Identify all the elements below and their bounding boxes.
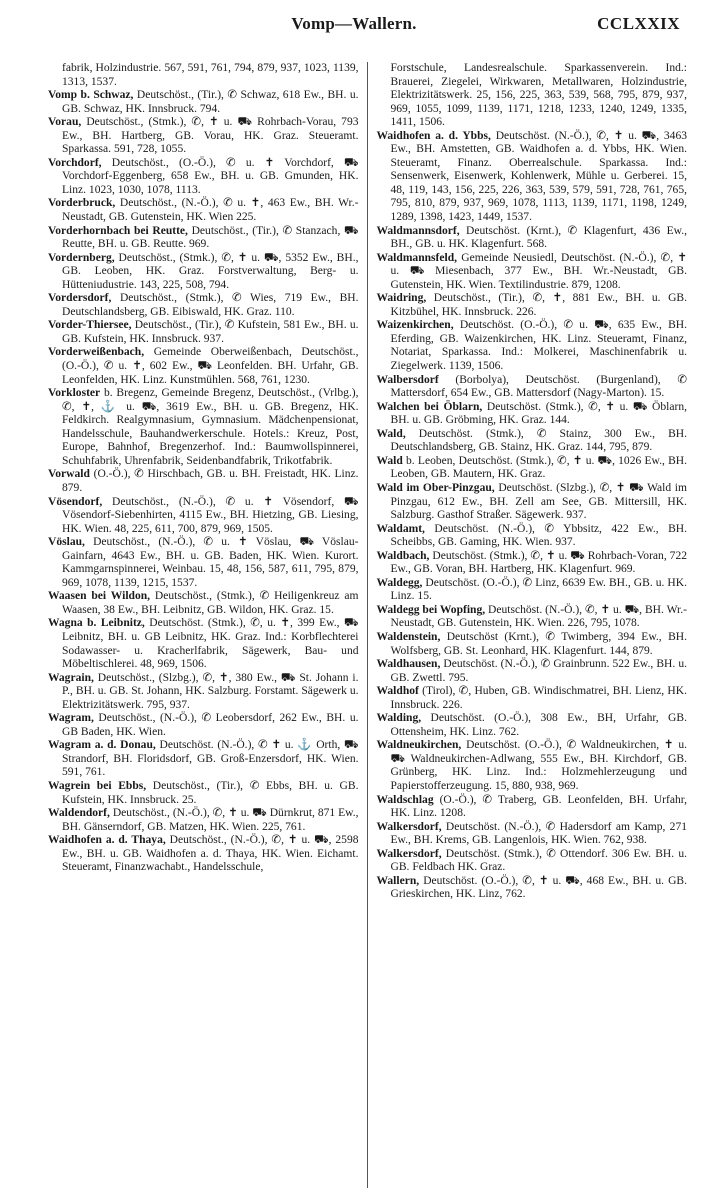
gazetteer-entry xyxy=(48,387,359,468)
entry-text: (O.-Ö.), ✆ Hirschbach, GB. u. BH. Freistadt, HK. Linz. 879. xyxy=(62,468,359,494)
entry-placename: Wagrain, xyxy=(48,671,94,684)
entry-placename: Vösendorf, xyxy=(48,495,103,508)
entry-text: Deutschöst., (Stmk.), ✆, ✝ u. ⛟ Rohrbach-Vorau, 793 Ew., BH. Hartberg, GB. Vorau, HK. Graz. Steueramt. Sparkassa. 591, 728, 1055. xyxy=(62,116,359,156)
gazetteer-entry xyxy=(377,401,688,428)
entry-text: (O.-Ö.), ✆ Traberg, GB. Leonfelden, BH. Urfahr, HK. Linz. 1208. xyxy=(390,793,687,820)
gazetteer-entry xyxy=(48,292,359,319)
left-column xyxy=(48,62,368,1188)
entry-text: Deutschöst., (Tir.), ✆ Kufstein, 581 Ew., BH. u. GB. Kufstein, HK. Innsbruck. 937. xyxy=(62,319,359,345)
entry-placename: Waasen bei Wildon, xyxy=(48,590,151,603)
entry-placename: Wagram a. d. Donau, xyxy=(48,739,156,752)
entry-text: Deutschöst. (N.-Ö.), ✆ Grainbrunn. 522 Ew., BH. u. GB. Zwettl. 795. xyxy=(390,658,687,684)
gazetteer-entry xyxy=(48,739,359,780)
entry-text: Deutschöst., (N.-Ö.), ✆ Leobersdorf, 262 Ew., BH. u. GB Baden, HK. Wien. xyxy=(62,712,359,738)
entry-text: Deutschöst. (N.-Ö.), ✆, ✝ u. ⛟, BH. Wr.-Neustadt, GB. Gutenstein, HK. Wien. 226, 795, 1078. xyxy=(390,603,687,630)
entry-text: Deutschöst., (Slzbg.), ✆, ✝, 380 Ew., ⛟ St. Johann i. P., BH. u. GB. St. Johann, HK. Salzburg. Forstamt. Sägewerk u. Elektrizitätswerk. 795, 937. xyxy=(62,671,359,711)
entry-text: Deutschöst., (N.-Ö.), ✆ u. ✝, 463 Ew., BH. Wr.-Neustadt, GB. Gutenstein, HK. Wien 225. xyxy=(62,197,359,224)
entry-text: fabrik, Holzindustrie. 567, 591, 761, 794, 879, 937, 1023, 1139, 1313, 1537. xyxy=(62,62,359,88)
gazetteer-entry xyxy=(377,685,688,712)
entry-placename: Waldamt, xyxy=(376,522,425,535)
entry-text: Deutschöst. (N.-Ö.), ✆, ✝ u. ⛟, 3463 Ew., BH. Amstetten, GB. Waidhofen a. d. Ybbs, HK. Wien. Steueramt, Finanz. Oberrealschule. Sparkassa. Ind.: Sensenwerk, Eisenwerk, Kohlenwerk, Mühle u. Gerberei. 15, 48, 119, 143, 156, 225, 226, 363, 539, 579, 591, 728, 761, 765, 795, 810, 879, 937, 969, 1078, 1113, 1139, 1171, 1198, 1249, 1289, 1398, 1423, 1449, 1537. xyxy=(390,129,687,224)
entry-placename: Walkersdorf, xyxy=(376,820,442,833)
entry-placename: Waldhausen, xyxy=(376,658,441,671)
gazetteer-entry xyxy=(377,319,688,373)
gazetteer-entry xyxy=(48,116,359,157)
entry-placename: Wagram, xyxy=(48,712,94,725)
gazetteer-entry xyxy=(48,346,359,387)
entry-placename: Vorkloster xyxy=(48,387,101,400)
gazetteer-entry xyxy=(377,374,688,401)
entry-text: (Borbolya), Deutschöst. (Burgenland), ✆ Mattersdorf, 654 Ew., GB. Mattersdorf (Nagy-Marton). 15. xyxy=(390,373,687,400)
entry-placename: Vordernberg, xyxy=(48,251,115,264)
entry-placename: Wallern, xyxy=(376,874,420,887)
entry-placename: Waldegg, xyxy=(376,576,423,589)
entry-text: Forstschule, Landesrealschule. Sparkassenverein. Ind.: Brauerei, Ziegelei, Wirkwaren, Metallwaren, Holzindustrie, Elektrizitätswerk. 25, 156, 225, 363, 539, 568, 795, 879, 937, 969, 1055, 1099, 1139, 1171, 1218, 1233, 1240, 1249, 1335, 1411, 1506. xyxy=(390,62,687,129)
entry-placename: Waldenstein, xyxy=(376,630,441,643)
entry-text: Deutschöst. (N.-Ö.), ✆ Hadersdorf am Kamp, 271 Ew., BH. Krems, GB. Langenlois, HK. Wien. 762, 938. xyxy=(390,820,687,847)
entry-text: Deutschöst., (N.-Ö.), ✆ u. ✝ Vösendorf, ⛟ Vösendorf-Siebenhirten, 4115 Ew., BH. Hietzing, GB. Liesing, HK. Wien. 48, 225, 611, 700, 879, 969, 1505. xyxy=(62,495,359,535)
entry-placename: Vorderbruck, xyxy=(48,197,116,210)
entry-text: Deutschöst., (O.-Ö.), ✆ u. ✝ Vorchdorf, ⛟ Vorchdorf-Eggenberg, 658 Ew., BH. u. GB. Gmunden, HK. Linz. 1023, 1030, 1078, 1113. xyxy=(62,156,359,196)
entry-text: Deutschöst. (O.-Ö.), ✆ u. ⛟, 635 Ew., BH. Eferding, GB. Waizenkirchen, HK. Linz. Steueramt, Finanz, Notariat, Sparkassa. Ind.: Molkerei, Maschinenfabrik u. Ziegelwerk. 1139, 1506. xyxy=(390,319,687,373)
entry-text: Deutschöst. (Krnt.), ✆ Klagenfurt, 436 Ew., BH., GB. u. HK. Klagenfurt. 568. xyxy=(390,224,687,251)
page-title: Vomp—Wallern. xyxy=(291,14,417,33)
entry-placename: Walbersdorf xyxy=(376,373,439,386)
entry-text: Deutschöst. (N.-Ö.), ✆ Ybbsitz, 422 Ew., BH. Scheibbs, GB. Gaming, HK. Wien. 937. xyxy=(390,522,687,549)
gazetteer-entry xyxy=(377,794,688,821)
gazetteer-entry xyxy=(48,712,359,739)
entry-text: Gemeinde Oberweißenbach, Deutschöst., (O.-Ö.), ✆ u. ✝, 602 Ew., ⛟ Leonfelden. BH. Urfahr, GB. Leonfelden, HK. Linz. Kunstmühlen. 568, 761, 1230. xyxy=(62,346,359,386)
gazetteer-columns xyxy=(48,62,692,1188)
gazetteer-entry xyxy=(48,468,359,495)
entry-text: Deutschöst. (O.-Ö.), ✆, ✝ u. ⛟, 468 Ew., BH. u. GB. Grieskirchen, HK. Linz, 762. xyxy=(390,874,687,901)
entry-text: Deutschöst., (Stmk.), ✆, ✝ u. ⛟, 5352 Ew., BH., GB. Leoben, HK. Graz. Forstverwaltung, Berg- u. Hütteniudustrie. 143, 225, 508, 794. xyxy=(62,251,359,291)
entry-placename: Waldhof xyxy=(376,685,419,698)
entry-placename: Waidhofen a. d. Ybbs, xyxy=(376,129,491,142)
entry-text: Deutschöst. (O.-Ö.), ✆ Linz, 6639 Ew. BH., GB. u. HK. Linz. 15. xyxy=(390,576,687,603)
entry-placename: Waldschlag xyxy=(376,793,434,806)
entry-placename: Vomp b. Schwaz, xyxy=(48,89,134,102)
entry-text: Deutschöst. (Slzbg.), ✆, ✝ ⛟ Wald im Pinzgau, 612 Ew., BH. Zell am See, GB. Mittersill, HK. Salzburg. Gasthof Straßer. Sägewerk. 937. xyxy=(390,481,687,522)
entry-placename: Waldendorf, xyxy=(48,807,110,820)
entry-placename: Waizenkirchen, xyxy=(376,319,454,332)
gazetteer-entry xyxy=(48,496,359,537)
gazetteer-entry xyxy=(48,225,359,252)
entry-text: Deutschöst., (N.-Ö.), ✆ u. ✝ Vöslau, ⛟ Vöslau-Gainfarn, 4643 Ew., BH. u. GB. Baden, HK. Wien. Kurort. Kammgarnspinnerei, Weinbau. 15, 48, 156, 587, 611, 795, 879, 969, 1078, 1139, 1215, 1537. xyxy=(62,536,359,589)
gazetteer-entry xyxy=(377,550,688,577)
entry-text: Deutschöst., (Stmk.), ✆ Heiligenkreuz am Waasen, 38 Ew., BH. Leibnitz, GB. Wildon, HK. Graz. 15. xyxy=(62,590,359,616)
entry-placename: Wagna b. Leibnitz, xyxy=(48,617,145,630)
entry-text: (Tirol), ✆, Huben, GB. Windischmatrei, BH. Lienz, HK. Innsbruck. 226. xyxy=(390,685,687,711)
entry-placename: Wald xyxy=(376,454,403,467)
gazetteer-entry xyxy=(377,482,688,523)
entry-text: Deutschöst. (Stmk.), ✆, u. ✝, 399 Ew., ⛟ Leibnitz, BH. u. GB Leibnitz, HK. Graz. Ind.: Korbflechterei Sodawasser- u. Kracherlfabrik, Sägewerk, Bau- und Möbeltischlerei. 48, 969, 1506. xyxy=(62,617,359,671)
entry-placename: Waldbach, xyxy=(376,549,430,562)
gazetteer-entry xyxy=(377,292,688,319)
entry-placename: Waidhofen a. d. Thaya, xyxy=(48,834,166,847)
entry-text: Deutschöst. (Stmk.), ✆ Stainz, 300 Ew., BH. Deutschlandsberg, GB. Stainz, HK. Graz. 144, 795, 879. xyxy=(390,427,687,454)
gazetteer-entry xyxy=(48,672,359,713)
entry-placename: Wald im Ober-Pinzgau, xyxy=(376,481,495,494)
entry-placename: Vorder-Thiersee, xyxy=(48,319,132,332)
gazetteer-entry xyxy=(377,875,688,902)
entry-text: Deutschöst., (Stmk.), ✆ Wies, 719 Ew., BH. Deutschlandsberg, GB. Eibiswald, HK. Graz. 110. xyxy=(62,292,359,318)
gazetteer-entry xyxy=(377,712,688,739)
entry-text: Deutschöst., (Tir.), ✆ Schwaz, 618 Ew., BH. u. GB. Schwaz, HK. Innsbruck. 794. xyxy=(62,89,359,115)
gazetteer-entry xyxy=(377,577,688,604)
entry-placename: Vorwald xyxy=(48,468,90,481)
entry-placename: Waldneukirchen, xyxy=(376,739,462,752)
gazetteer-entry xyxy=(48,197,359,224)
entry-text: Deutschöst. (Stmk.), ✆ Ottendorf. 306 Ew. BH. u. GB. Feldbach HK. Graz. xyxy=(390,847,687,874)
gazetteer-entry xyxy=(48,319,359,346)
gazetteer-entry xyxy=(48,536,359,590)
entry-text: Deutschöst., (Tir.), ✆, ✝, 881 Ew., BH. u. GB. Kitzbühel, HK. Innsbruck. 226. xyxy=(390,292,687,318)
entry-placename: Vorderhornbach bei Reutte, xyxy=(48,224,188,237)
entry-placename: Waidring, xyxy=(376,292,427,305)
gazetteer-entry xyxy=(377,428,688,455)
entry-placename: Waldegg bei Wopfing, xyxy=(376,603,486,616)
entry-placename: Vorderweißenbach, xyxy=(48,346,145,359)
page-number: CCLXXIX xyxy=(597,14,680,33)
gazetteer-entry xyxy=(48,157,359,198)
entry-text: Gemeinde Neusiedl, Deutschöst. (N.-Ö.), ✆, ✝ u. ⛟ Miesenbach, 377 Ew., BH. Wr.-Neustadt, GB. Gutenstein, HK. Wien. Textilindustrie. 879, 1208. xyxy=(390,251,687,291)
entry-text: Deutschöst. (O.-Ö.), ✆ Waldneukirchen, ✝ u. ⛟ Waldneukirchen-Adlwang, 555 Ew., BH. Kirchdorf, GB. Grünberg, HK. Linz. Ind.: Holzmehlerzeugung und Papierstofferzeugung. 15, 880, 938, 969. xyxy=(390,739,687,792)
entry-text: Deutschöst. (N.-Ö.), ✆ ✝ u. ⚓ Orth, ⛟ Strandorf, BH. Floridsdorf, GB. Groß-Enzersdorf, HK. Wien. 591, 761. xyxy=(62,739,359,779)
entry-text: Deutschöst., (Tir.), ✆ Stanzach, ⛟ Reutte, BH. u. GB. Reutte. 969. xyxy=(62,224,359,251)
gazetteer-entry xyxy=(377,739,688,793)
gazetteer-entry xyxy=(48,590,359,617)
right-column xyxy=(368,62,693,1188)
gazetteer-entry xyxy=(377,62,688,130)
gazetteer-entry xyxy=(48,834,359,875)
gazetteer-entry xyxy=(377,821,688,848)
entry-text: Deutschöst., (N.-Ö.), ✆, ✝ u. ⛟, 2598 Ew., BH. u. GB. Waidhofen a. d. Thaya, HK. Wien. Eichamt. Steueramt, Finanzwachabt., Handelsschule, xyxy=(62,834,359,874)
entry-text: b. Bregenz, Gemeinde Bregenz, Deutschöst., (Vrlbg.), ✆, ✝, ⚓ u. ⛟, 3619 Ew., BH. u. GB. Bregenz, HK. Feldkirch. Realgymnasium, Gymnasium. Mädchenpensionat, Handelsschule, Bauhandwerkerschule. Hotels.: Kreuz, Post, Europe, Bahnhof, Bregenzerhof. Ind.: Baumwollspinnerei, Schuhfabrik, Uhrenfabrik, Seidenbandfabrik, Trikotfabrik. xyxy=(62,387,359,467)
entry-placename: Waldmannsdorf, xyxy=(376,224,460,237)
gazetteer-entry xyxy=(48,89,359,116)
gazetteer-entry xyxy=(377,658,688,685)
gazetteer-entry xyxy=(48,617,359,671)
entry-text: Deutschöst. (Stmk.), ✆, ✝ u. ⛟ Rohrbach-Voran, 722 Ew., GB. Voran, BH. Hartberg, HK. Klagenfurt. 969. xyxy=(390,549,687,576)
entry-placename: Walchen bei Öblarn, xyxy=(376,400,483,413)
gazetteer-entry xyxy=(48,807,359,834)
gazetteer-entry xyxy=(377,604,688,631)
entry-placename: Vorau, xyxy=(48,116,82,129)
entry-placename: Vordersdorf, xyxy=(48,292,112,305)
gazetteer-entry xyxy=(377,455,688,482)
entry-placename: Vöslau, xyxy=(48,536,85,549)
gazetteer-entry xyxy=(377,631,688,658)
entry-placename: Vorchdorf, xyxy=(48,156,102,169)
entry-placename: Wald, xyxy=(376,427,406,440)
entry-text: Deutschöst. (O.-Ö.), 308 Ew., BH, Urfahr, GB. Ottensheim, HK. Linz. 762. xyxy=(390,712,687,738)
entry-placename: Walkersdorf, xyxy=(376,847,442,860)
entry-placename: Waldmannsfeld, xyxy=(376,251,458,264)
entry-text: Deutschöst (Krnt.), ✆ Twimberg, 394 Ew., BH. Wolfsberg, GB. St. Leonhard, HK. Klagenfurt. 144, 879. xyxy=(390,630,687,657)
gazetteer-entry xyxy=(377,252,688,293)
gazetteer-entry xyxy=(377,848,688,875)
gazetteer-entry xyxy=(377,523,688,550)
entry-placename: Wagrein bei Ebbs, xyxy=(48,779,147,792)
gazetteer-entry xyxy=(377,225,688,252)
entry-text: b. Leoben, Deutschöst. (Stmk.), ✆, ✝ u. ⛟, 1026 Ew., BH. Leoben, GB. Mautern, HK. Graz. xyxy=(390,454,687,481)
entry-text: Deutschöst., (Tir.), ✆ Ebbs, BH. u. GB. Kufstein, HK. Innsbruck. 25. xyxy=(62,779,359,806)
entry-placename: Walding, xyxy=(376,712,422,725)
gazetteer-entry xyxy=(377,130,688,225)
gazetteer-entry xyxy=(48,252,359,293)
gazetteer-entry xyxy=(48,780,359,807)
entry-text: Deutschöst., (N.-Ö.), ✆, ✝ u. ⛟ Dürnkrut, 871 Ew., BH. Gänserndorf, GB. Matzen, HK. Wien. 225, 761. xyxy=(62,807,359,833)
page-header xyxy=(12,0,696,40)
gazetteer-entry xyxy=(48,62,359,89)
entry-text: Deutschöst. (Stmk.), ✆, ✝ u. ⛟ Öblarn, BH. u. GB. Gröbming, HK. Graz. 144. xyxy=(390,400,687,427)
